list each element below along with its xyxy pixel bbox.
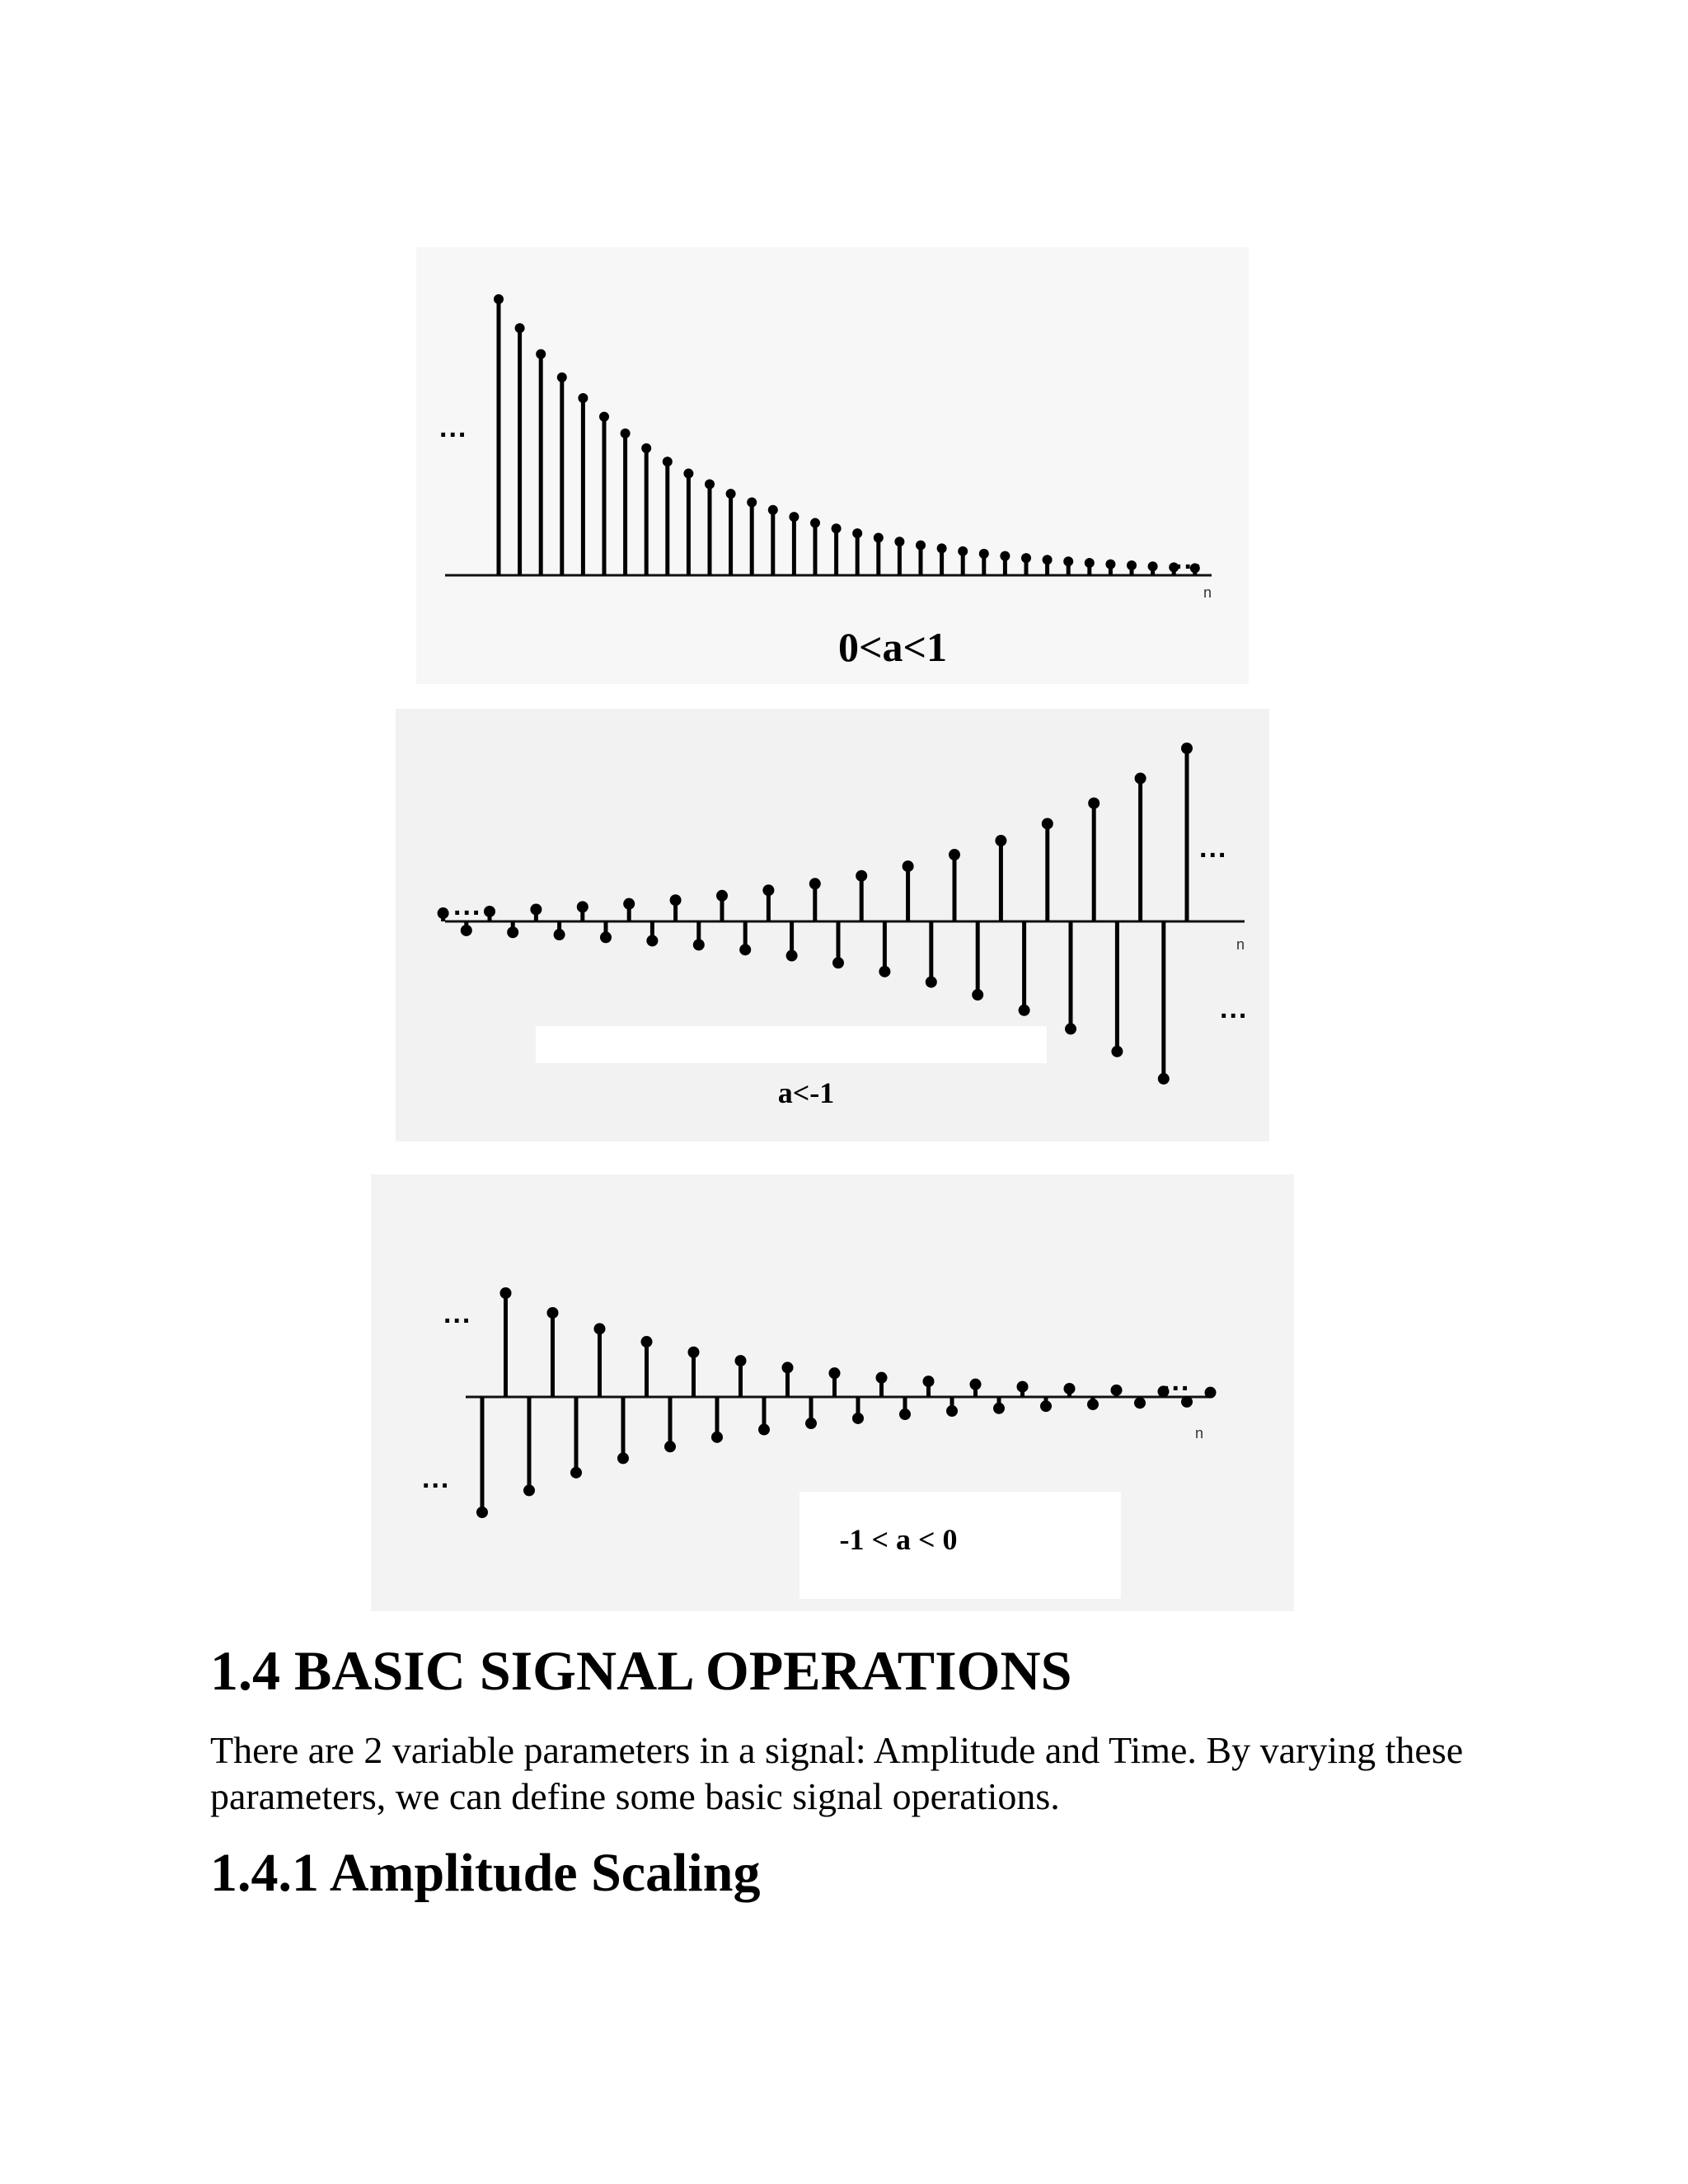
section-heading: 1.4 BASIC SIGNAL OPERATIONS xyxy=(210,1639,1072,1702)
ellipsis-mark: ... xyxy=(453,890,482,921)
axis-label-n: n xyxy=(1203,584,1212,601)
stem-marker xyxy=(786,950,798,962)
stem-marker xyxy=(641,1336,653,1347)
stem-marker xyxy=(1042,818,1053,829)
axis-label-n: n xyxy=(1195,1425,1204,1441)
stem-marker xyxy=(1040,1400,1052,1412)
stem-marker xyxy=(993,1403,1005,1414)
stem-marker xyxy=(1063,556,1073,566)
stem-marker xyxy=(789,512,799,522)
stem-marker xyxy=(1000,551,1010,561)
stem-marker xyxy=(536,349,546,359)
stem-marker xyxy=(683,469,693,479)
figure-decaying-alternating xyxy=(371,1174,1294,1611)
stem-marker xyxy=(554,929,565,940)
stem-marker xyxy=(577,901,588,912)
stem-marker xyxy=(946,1405,958,1417)
subsection-heading: 1.4.1 Amplitude Scaling xyxy=(210,1843,761,1903)
stem-marker xyxy=(852,528,862,538)
section-paragraph: There are 2 variable parameters in a signal: Amplitude and Time. By varying these parameters, we can define some basic signal operations. xyxy=(210,1729,1464,1817)
stem-marker xyxy=(1087,1399,1099,1410)
ellipsis-mark: ... xyxy=(1175,544,1203,575)
stem-marker xyxy=(1148,561,1158,571)
stem-marker xyxy=(1017,1381,1029,1393)
stem-marker xyxy=(705,480,715,490)
stem-marker xyxy=(809,878,821,889)
stem-marker xyxy=(735,1355,747,1366)
stem-marker xyxy=(1043,555,1053,565)
stem-marker xyxy=(547,1307,559,1319)
stem-marker xyxy=(1181,1396,1193,1408)
stem-marker xyxy=(646,935,658,946)
stem-marker xyxy=(670,894,682,906)
ellipsis-mark: ... xyxy=(439,412,468,443)
stem-marker xyxy=(711,1432,723,1443)
stem-marker xyxy=(852,1413,864,1424)
figure-caption: -1 < a < 0 xyxy=(839,1523,958,1556)
stem-marker xyxy=(832,957,844,968)
stem-marker xyxy=(856,870,867,882)
stem-marker xyxy=(570,1467,582,1479)
ellipsis-mark: ... xyxy=(443,1298,472,1329)
stem-marker xyxy=(739,944,751,955)
stem-marker xyxy=(476,1507,488,1518)
stem-marker xyxy=(716,890,728,902)
stem-marker xyxy=(1158,1073,1170,1085)
stem-marker xyxy=(557,373,567,382)
stem-marker xyxy=(578,393,588,403)
stem-marker xyxy=(688,1347,700,1358)
stem-marker xyxy=(805,1418,817,1429)
stem-marker xyxy=(484,906,495,917)
stem-marker xyxy=(1088,798,1100,809)
stem-marker xyxy=(1021,553,1031,563)
stem-marker xyxy=(937,543,947,553)
stem-marker xyxy=(758,1424,770,1436)
stem-marker xyxy=(693,939,705,950)
stem-marker xyxy=(1127,560,1137,570)
stem-marker xyxy=(894,537,904,546)
stem-marker xyxy=(979,549,989,559)
stem-marker xyxy=(832,523,842,533)
ellipsis-mark: ... xyxy=(422,1463,451,1494)
stem-marker xyxy=(1181,743,1193,754)
stem-marker xyxy=(494,294,504,304)
ellipsis-mark: ... xyxy=(1199,832,1228,864)
stem-marker xyxy=(1085,558,1095,568)
stem-marker xyxy=(829,1367,841,1379)
stem-marker xyxy=(972,989,983,1001)
stem-marker xyxy=(663,457,673,466)
stem-marker xyxy=(515,323,525,333)
stem-marker xyxy=(958,546,968,556)
stem-plot-growing-alternating xyxy=(396,709,1269,1141)
stem-marker xyxy=(599,412,609,422)
figure-caption: a<-1 xyxy=(777,1076,835,1109)
stem-marker xyxy=(926,977,937,988)
stem-marker xyxy=(1105,560,1115,569)
stem-marker xyxy=(641,443,651,453)
stem-marker xyxy=(1111,1385,1123,1396)
stem-marker xyxy=(617,1452,629,1464)
stem-marker xyxy=(438,907,449,919)
stem-marker xyxy=(810,518,820,528)
stem-marker xyxy=(664,1441,676,1452)
figure-caption: 0<a<1 xyxy=(838,624,947,670)
stem-marker xyxy=(762,884,774,896)
stem-marker xyxy=(876,1372,888,1384)
figure-growing-alternating xyxy=(396,709,1269,1141)
stem-marker xyxy=(621,429,631,438)
axis-label-n: n xyxy=(1236,936,1245,953)
stem-marker xyxy=(1135,772,1146,784)
stem-marker xyxy=(1111,1046,1123,1057)
stem-marker xyxy=(600,931,612,943)
stem-marker xyxy=(523,1484,535,1496)
stem-marker xyxy=(782,1361,794,1373)
stem-marker xyxy=(594,1323,606,1334)
stem-marker xyxy=(916,541,926,551)
stem-plot-decaying xyxy=(416,247,1249,684)
stem-marker xyxy=(879,966,890,977)
ellipsis-mark: ... xyxy=(1162,1366,1191,1397)
stem-marker xyxy=(899,1408,911,1420)
stem-marker xyxy=(1205,1387,1217,1399)
stem-plot-decaying-alternating xyxy=(371,1174,1294,1611)
figure-decaying-positive xyxy=(416,247,1249,684)
stem-marker xyxy=(461,925,472,936)
stem-marker xyxy=(747,498,757,508)
stem-marker xyxy=(500,1287,512,1299)
stem-marker xyxy=(1065,1023,1076,1034)
stem-marker xyxy=(530,903,542,915)
stem-marker xyxy=(874,533,884,543)
ellipsis-mark: ... xyxy=(1220,993,1249,1024)
stem-marker xyxy=(923,1376,935,1387)
stem-marker xyxy=(726,489,736,499)
stem-marker xyxy=(1064,1383,1076,1394)
stem-marker xyxy=(995,835,1006,846)
stem-marker xyxy=(768,505,778,515)
stem-marker xyxy=(507,926,518,938)
stem-marker xyxy=(623,898,635,910)
stem-marker xyxy=(970,1379,982,1390)
stem-marker xyxy=(903,860,914,872)
stem-marker xyxy=(949,849,960,860)
stem-marker xyxy=(1019,1005,1030,1016)
stem-marker xyxy=(1134,1397,1146,1408)
